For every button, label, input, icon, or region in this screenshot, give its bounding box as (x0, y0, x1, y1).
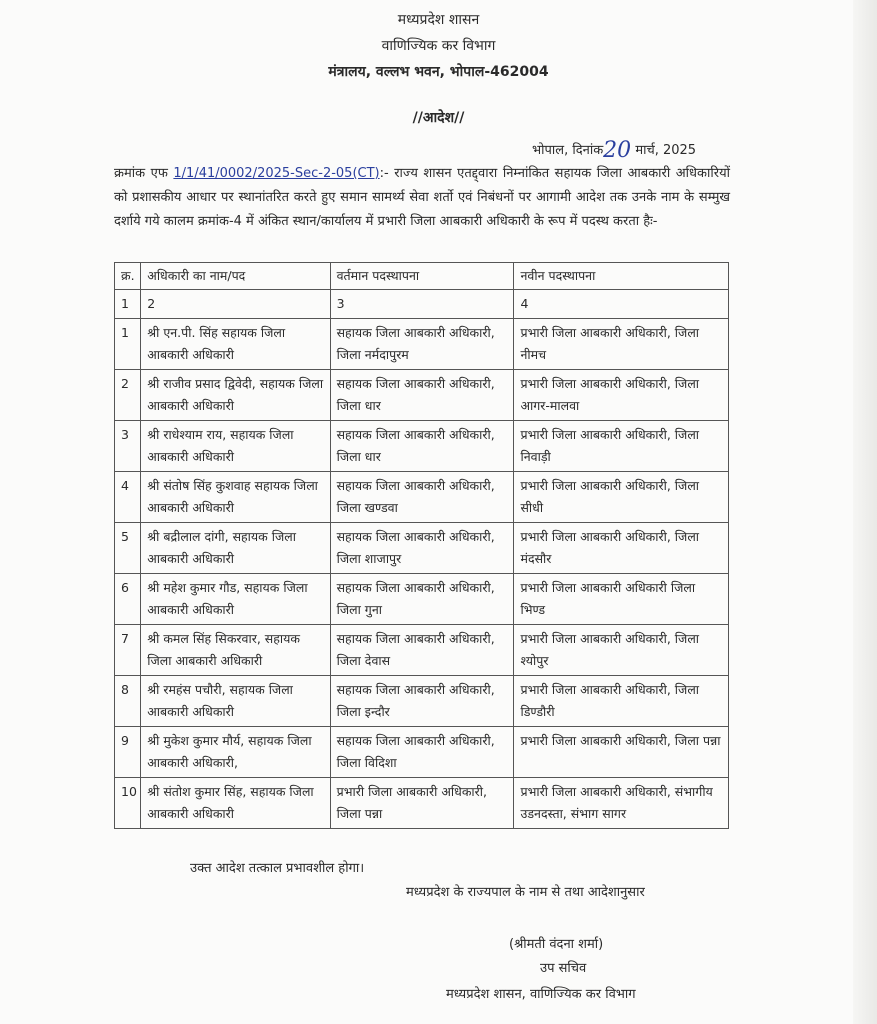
row-current-posting: सहायक जिला आबकारी अधिकारी, जिला शाजापुर (330, 523, 514, 574)
order-intro (114, 162, 730, 234)
row-serial: 9 (115, 727, 141, 778)
row-new-posting: प्रभारी जिला आबकारी अधिकारी, जिला नीमच (514, 319, 729, 370)
table-row (115, 574, 729, 625)
authority-line: मध्यप्रदेश के राज्यपाल के नाम से तथा आदेशानुसार (406, 885, 645, 900)
date-place: भोपाल, दिनांक (532, 143, 604, 158)
row-serial: 10 (115, 778, 141, 829)
table-row (115, 523, 729, 574)
column-number: 3 (330, 290, 514, 319)
header-address: मंत्रालय, वल्लभ भवन, भोपाल-462004 (328, 64, 549, 80)
table-row (115, 472, 729, 523)
row-officer-name: श्री रमहंस पचौरी, सहायक जिला आबकारी अधिकारी (141, 676, 330, 727)
row-current-posting: सहायक जिला आबकारी अधिकारी, जिला देवास (330, 625, 514, 676)
header-serial: क्र. (115, 263, 141, 290)
row-new-posting: प्रभारी जिला आबकारी अधिकारी, जिला आगर-मालवा (514, 370, 729, 421)
header-new-posting: नवीन पदस्थापना (514, 263, 729, 290)
table-row (115, 625, 729, 676)
row-new-posting: प्रभारी जिला आबकारी अधिकारी, संभागीय उडनदस्ता, संभाग सागर (514, 778, 729, 829)
table-row (115, 319, 729, 370)
page-edge-shadow (853, 0, 877, 1024)
table-column-number-row (115, 290, 729, 319)
dateline (532, 138, 696, 163)
column-number: 2 (141, 290, 330, 319)
header-department: वाणिज्यिक कर विभाग (381, 38, 496, 54)
intro-prefix: क्रमांक एफ (114, 166, 168, 181)
header-officer-name: अधिकारी का नाम/पद (141, 263, 330, 290)
column-number: 1 (115, 290, 141, 319)
row-officer-name: श्री संतोश कुमार सिंह, सहायक जिला आबकारी अधिकारी (141, 778, 330, 829)
row-officer-name: श्री मुकेश कुमार मौर्य, सहायक जिला आबकारी अधिकारी, (141, 727, 330, 778)
row-officer-name: श्री बद्रीलाल दांगी, सहायक जिला आबकारी अधिकारी (141, 523, 330, 574)
row-serial: 7 (115, 625, 141, 676)
intro-text: :- राज्य शासन एतद्द्वारा निम्नांकित सहायक जिला आबकारी अधिकारियों को प्रशासकीय आधार पर स्थानांतरित करते हुए समान सामर्थ्य सेवा शर्तो एवं निबंधनों पर आगामी आदेश तक उनके नाम के सम्मुख दर्शाये गये कालम क्रमांक-4 में अंकित स्थान/कार्यालय में प्रभारी जिला आबकारी अधिकारी के रूप में पदस्थ करता हैः- (114, 166, 730, 229)
row-current-posting: सहायक जिला आबकारी अधिकारी, जिला नर्मदापुरम (330, 319, 514, 370)
row-new-posting: प्रभारी जिला आबकारी अधिकारी, जिला पन्ना (514, 727, 729, 778)
row-officer-name: श्री एन.पी. सिंह सहायक जिला आबकारी अधिकारी (141, 319, 330, 370)
effect-statement: उक्त आदेश तत्काल प्रभावशील होगा। (190, 861, 365, 876)
row-new-posting: प्रभारी जिला आबकारी अधिकारी जिला भिण्ड (514, 574, 729, 625)
header-government: मध्यप्रदेश शासन (397, 12, 480, 28)
column-number: 4 (514, 290, 729, 319)
row-serial: 3 (115, 421, 141, 472)
row-new-posting: प्रभारी जिला आबकारी अधिकारी, जिला सीधी (514, 472, 729, 523)
signatory-name: (श्रीमती वंदना शर्मा) (509, 937, 604, 952)
row-new-posting: प्रभारी जिला आबकारी अधिकारी, जिला श्योपुर (514, 625, 729, 676)
transfer-table (114, 262, 729, 829)
row-current-posting: प्रभारी जिला आबकारी अधिकारी, जिला पन्ना (330, 778, 514, 829)
row-officer-name: श्री कमल सिंह सिकरवार, सहायक जिला आबकारी अधिकारी (141, 625, 330, 676)
row-serial: 6 (115, 574, 141, 625)
date-day-handwritten: 20 (603, 138, 632, 163)
signatory-designation: उप सचिव (540, 961, 587, 976)
signatory-office: मध्यप्रदेश शासन, वाणिज्यिक कर विभाग (446, 987, 636, 1002)
row-serial: 1 (115, 319, 141, 370)
table-row (115, 727, 729, 778)
order-reference-number: 1/1/41/0002/2025-Sec-2-05(CT) (173, 166, 380, 181)
row-current-posting: सहायक जिला आबकारी अधिकारी, जिला खण्डवा (330, 472, 514, 523)
date-month-year: मार्च, 2025 (635, 143, 697, 158)
row-officer-name: श्री राधेश्याम राय, सहायक जिला आबकारी अधिकारी (141, 421, 330, 472)
row-current-posting: सहायक जिला आबकारी अधिकारी, जिला गुना (330, 574, 514, 625)
row-officer-name: श्री राजीव प्रसाद द्विवेदी, सहायक जिला आबकारी अधिकारी (141, 370, 330, 421)
row-new-posting: प्रभारी जिला आबकारी अधिकारी, जिला मंदसौर (514, 523, 729, 574)
header-current-posting: वर्तमान पदस्थापना (330, 263, 514, 290)
row-serial: 4 (115, 472, 141, 523)
row-current-posting: सहायक जिला आबकारी अधिकारी, जिला इन्दौर (330, 676, 514, 727)
table-row (115, 370, 729, 421)
row-serial: 5 (115, 523, 141, 574)
row-serial: 8 (115, 676, 141, 727)
row-officer-name: श्री महेश कुमार गौड, सहायक जिला आबकारी अधिकारी (141, 574, 330, 625)
row-serial: 2 (115, 370, 141, 421)
table-row (115, 676, 729, 727)
row-officer-name: श्री संतोष सिंह कुशवाह सहायक जिला आबकारी अधिकारी (141, 472, 330, 523)
table-row (115, 421, 729, 472)
table-row (115, 778, 729, 829)
row-new-posting: प्रभारी जिला आबकारी अधिकारी, जिला डिण्डौरी (514, 676, 729, 727)
table-header-row (115, 263, 729, 290)
order-title: //आदेश// (412, 110, 465, 126)
row-current-posting: सहायक जिला आबकारी अधिकारी, जिला विदिशा (330, 727, 514, 778)
row-current-posting: सहायक जिला आबकारी अधिकारी, जिला धार (330, 370, 514, 421)
row-current-posting: सहायक जिला आबकारी अधिकारी, जिला धार (330, 421, 514, 472)
row-new-posting: प्रभारी जिला आबकारी अधिकारी, जिला निवाड़ी (514, 421, 729, 472)
